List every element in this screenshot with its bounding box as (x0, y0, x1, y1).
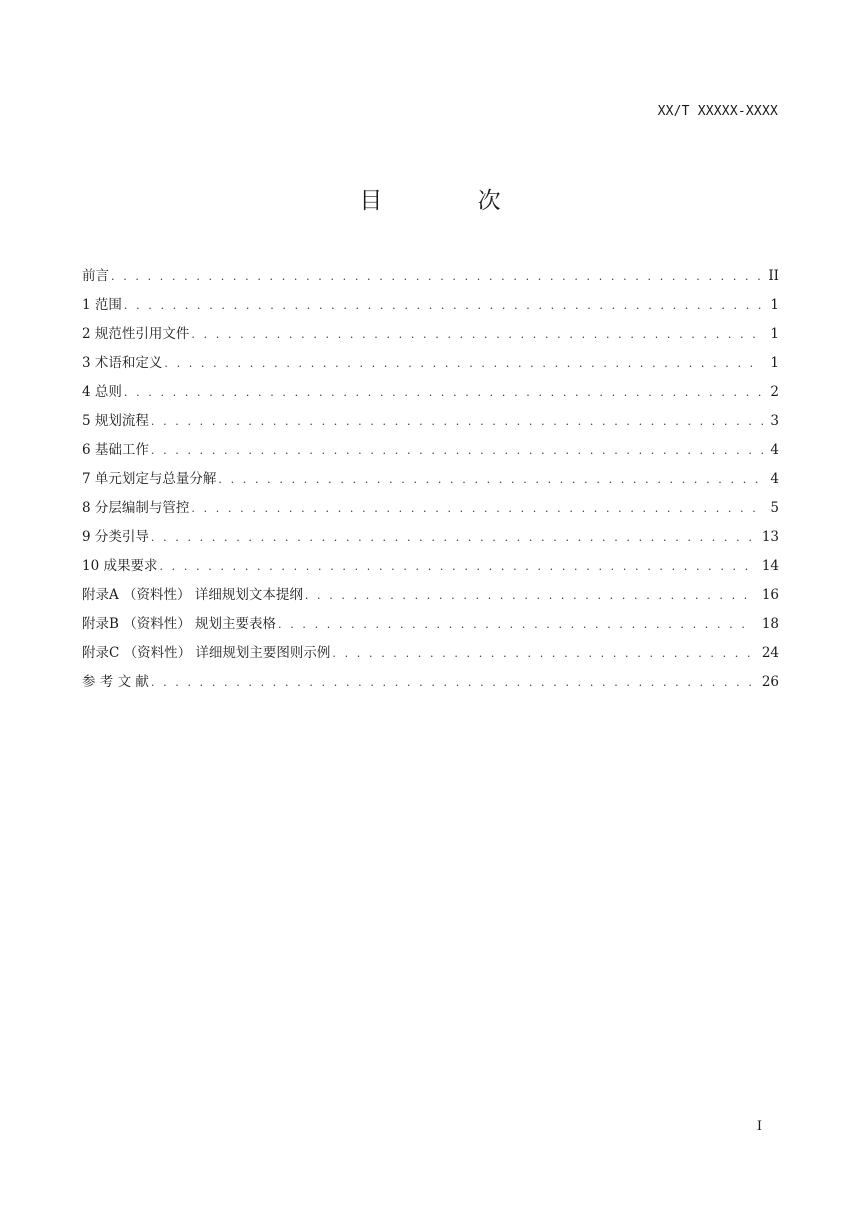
dot-leader (164, 349, 763, 378)
toc-entry-page: 14 (761, 558, 779, 574)
toc-entry-label: 9 分类引导 (82, 529, 149, 545)
toc-entry-label: 10 成果要求 (82, 558, 158, 574)
dot-leader (159, 552, 757, 581)
toc-entry-general[interactable] (82, 378, 779, 407)
toc-entry-basic-work[interactable] (82, 436, 779, 465)
dot-leader (151, 407, 763, 436)
dot-leader (278, 610, 752, 639)
page-title: 目 次 (359, 188, 545, 214)
toc-entry-page: II (768, 268, 779, 284)
table-of-contents (82, 262, 779, 697)
toc-entry-scope[interactable] (82, 291, 779, 320)
toc-entry-label: 3 术语和定义 (82, 355, 163, 371)
toc-entry-page: 1 (770, 297, 779, 313)
toc-entry-terms-definitions[interactable] (82, 349, 779, 378)
toc-entry-label: 2 规范性引用文件 (82, 326, 190, 342)
page-number: I (756, 1119, 762, 1134)
toc-entry-page: 13 (761, 529, 779, 545)
dot-leader (151, 668, 758, 697)
dot-leader (191, 320, 763, 349)
dot-leader (218, 465, 763, 494)
toc-entry-appendix-a[interactable] (82, 581, 779, 610)
dot-leader (111, 262, 763, 291)
toc-entry-deliverables[interactable] (82, 552, 779, 581)
document-code: XX/T XXXXX-XXXX (657, 104, 778, 119)
toc-entry-planning-process[interactable] (82, 407, 779, 436)
toc-entry-page: 24 (761, 645, 779, 661)
toc-entry-page: 16 (761, 587, 779, 603)
toc-entry-label: 7 单元划定与总量分解 (82, 471, 217, 487)
toc-entry-label: 附录A （资料性） 详细规划文本提纲 (82, 587, 303, 603)
toc-entry-label: 1 范围 (82, 297, 122, 313)
dot-leader (305, 581, 752, 610)
toc-entry-page: 2 (770, 384, 779, 400)
toc-entry-label: 前言 (82, 268, 109, 284)
dot-leader (124, 291, 763, 320)
toc-entry-page: 18 (761, 616, 779, 632)
toc-entry-classified-guidance[interactable] (82, 523, 779, 552)
toc-entry-page: 1 (770, 326, 779, 342)
toc-entry-layered-compilation[interactable] (82, 494, 779, 523)
toc-entry-foreword[interactable] (82, 262, 779, 291)
toc-entry-page: 4 (770, 442, 779, 458)
toc-entry-appendix-c[interactable] (82, 639, 779, 668)
toc-entry-bibliography[interactable] (82, 668, 779, 697)
toc-entry-page: 1 (770, 355, 779, 371)
dot-leader (151, 523, 758, 552)
toc-entry-label: 附录C （资料性） 详细规划主要图则示例 (82, 645, 331, 661)
toc-entry-unit-division[interactable] (82, 465, 779, 494)
toc-entry-label: 8 分层编制与管控 (82, 500, 190, 516)
toc-entry-label: 5 规划流程 (82, 413, 149, 429)
toc-entry-label: 参 考 文 献 (82, 674, 149, 690)
dot-leader (332, 639, 751, 668)
toc-entry-normative-references[interactable] (82, 320, 779, 349)
dot-leader (124, 378, 763, 407)
toc-entry-label: 4 总则 (82, 384, 122, 400)
toc-entry-appendix-b[interactable] (82, 610, 779, 639)
toc-entry-label: 附录B （资料性） 规划主要表格 (82, 616, 277, 632)
dot-leader (151, 436, 763, 465)
toc-entry-page: 3 (770, 413, 779, 429)
dot-leader (191, 494, 763, 523)
toc-entry-label: 6 基础工作 (82, 442, 149, 458)
toc-entry-page: 5 (770, 500, 779, 516)
toc-entry-page: 4 (770, 471, 779, 487)
toc-entry-page: 26 (761, 674, 779, 690)
